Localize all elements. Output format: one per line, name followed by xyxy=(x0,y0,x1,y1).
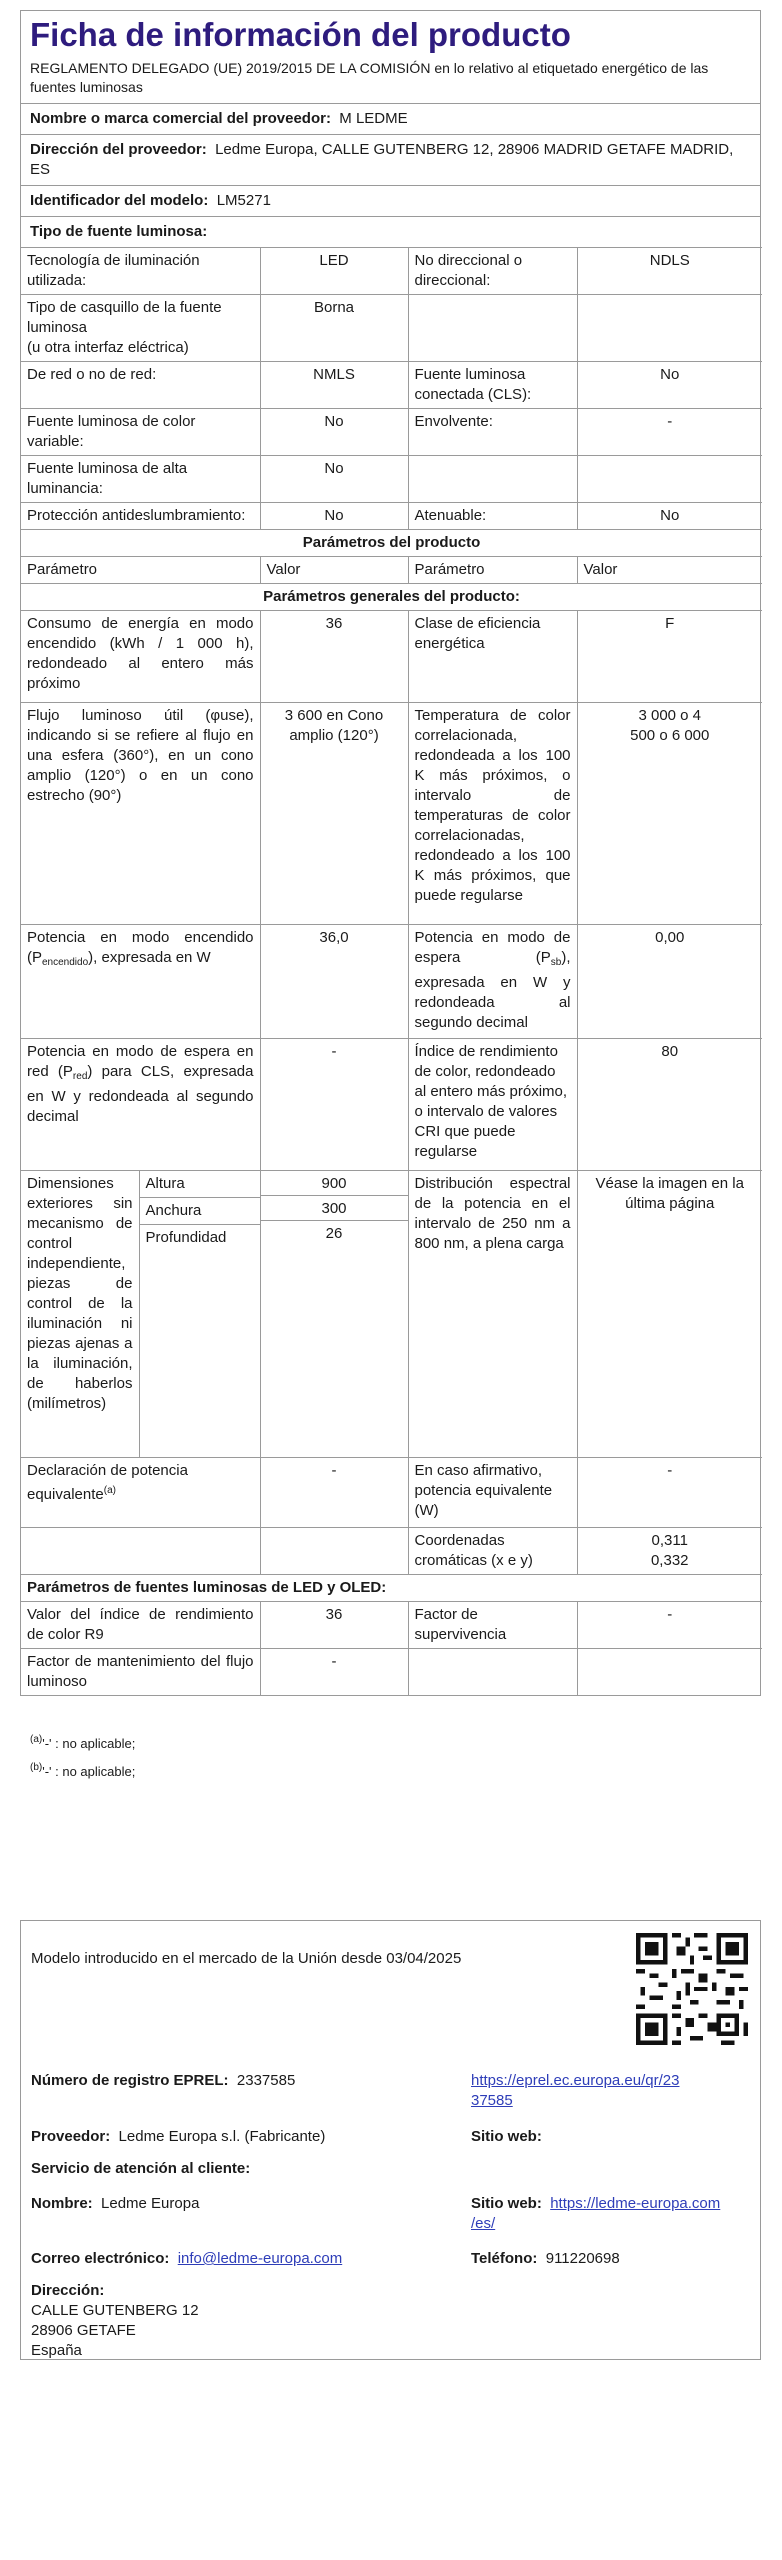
cell: Protección antideslumbramiento: xyxy=(21,503,260,530)
product-params-heading: Parámetros del producto xyxy=(21,530,762,557)
cell: No xyxy=(260,503,408,530)
maintenance-factor-value: - xyxy=(260,1649,408,1696)
table-row xyxy=(21,1575,762,1602)
contact-name-label: Nombre: xyxy=(31,2195,93,2212)
cell: De red o no de red: xyxy=(21,362,260,409)
phone-value: 911220698 xyxy=(545,2250,620,2267)
cell xyxy=(21,295,260,362)
label-part: Declaración de potencia equivalente xyxy=(27,1462,188,1503)
table-row xyxy=(21,1528,762,1575)
address-label: Dirección: xyxy=(31,2282,105,2299)
label-part: ), expresada en W y redondeada al segundo decimal xyxy=(414,949,571,1031)
supplier-info xyxy=(31,2127,325,2147)
table-row xyxy=(21,248,762,295)
label-subscript: red xyxy=(72,1071,88,1082)
equiv-power-value: - xyxy=(260,1458,408,1528)
cri-value: 80 xyxy=(577,1039,762,1171)
page-title: Ficha de información del producto xyxy=(30,16,571,53)
cell xyxy=(577,456,762,503)
chromaticity-value xyxy=(577,1528,762,1575)
energy-consumption-label: Consumo de energía en modo encendido (kWh / 1 000 h), redondeado al entero más próximo xyxy=(21,611,260,703)
table-row xyxy=(21,1039,762,1171)
table-row xyxy=(21,530,762,557)
label-part: ) para CLS, expresada en W y redondeada al segundo decimal xyxy=(27,1063,254,1125)
postal-address xyxy=(31,2281,199,2361)
light-source-type-table xyxy=(21,247,762,1695)
address-line-2: 28906 GETAFE xyxy=(31,2322,136,2339)
cell: Fuente luminosa conectada (CLS): xyxy=(408,362,577,409)
table-row xyxy=(21,1171,762,1458)
cell: No xyxy=(577,503,762,530)
cell: No direccional o direccional: xyxy=(408,248,577,295)
eprel-number-label: Número de registro EPREL: xyxy=(31,2072,229,2089)
cell xyxy=(408,295,577,362)
email xyxy=(31,2249,342,2269)
supplier-name-value: M LEDME xyxy=(339,110,408,127)
chromaticity-x: 0,311 xyxy=(651,1532,688,1549)
eprel-footer xyxy=(20,1920,761,2360)
regulation-subtitle: REGLAMENTO DELEGADO (UE) 2019/2015 DE LA COMISIÓN en lo relativo al etiquetado energético de las fuentes luminosas xyxy=(21,57,760,104)
table-row xyxy=(21,362,762,409)
cell: Envolvente: xyxy=(408,409,577,456)
cell xyxy=(21,1528,260,1575)
r9-value: 36 xyxy=(260,1602,408,1649)
eprel-link[interactable] xyxy=(471,2071,679,2111)
cell: Fuente luminosa de color variable: xyxy=(21,409,260,456)
supplier-name-label: Nombre o marca comercial del proveedor: xyxy=(30,110,331,127)
label-part: Potencia en modo encendido (P xyxy=(27,929,254,966)
cell xyxy=(408,456,577,503)
cell xyxy=(577,295,762,362)
cell: Fuente luminosa de alta luminancia: xyxy=(21,456,260,503)
col-header-param: Parámetro xyxy=(408,557,577,584)
supplier-address-row xyxy=(21,135,760,186)
website-2 xyxy=(471,2194,720,2234)
depth-label: Profundidad xyxy=(145,1229,227,1246)
cct-label: Temperatura de color correlacionada, redondeada a los 100 K más próximos, o intervalo de temperaturas de color correlacionadas, redondeado a los 100 K más próximos, que puede regularse xyxy=(408,703,577,925)
maintenance-factor-label: Factor de mantenimiento del flujo luminoso xyxy=(21,1649,260,1696)
table-row xyxy=(21,1649,762,1696)
supplier-label: Proveedor: xyxy=(31,2128,111,2145)
website-2-link-line-1[interactable]: https://ledme-europa.com xyxy=(550,2195,721,2212)
col-header-value: Valor xyxy=(577,557,762,584)
supplier-value: Ledme Europa s.l. (Fabricante) xyxy=(118,2128,326,2145)
efficiency-class-label: Clase de eficiencia energética xyxy=(408,611,577,703)
chromaticity-label: Coordenadas cromáticas (x e y) xyxy=(408,1528,577,1575)
light-source-type-heading: Tipo de fuente luminosa: xyxy=(30,223,208,240)
label-subscript: sb xyxy=(550,957,562,968)
cell: LED xyxy=(260,248,408,295)
eprel-link-line-1[interactable]: https://eprel.ec.europa.eu/qr/23 xyxy=(471,2072,680,2089)
table-row xyxy=(21,409,762,456)
equiv-yes-value: - xyxy=(577,1458,762,1528)
eprel-link-line-2[interactable]: 37585 xyxy=(471,2092,513,2109)
cell: No xyxy=(260,409,408,456)
footnote-b xyxy=(30,1756,135,1784)
eprel-number-value: 2337585 xyxy=(236,2072,296,2089)
cell xyxy=(577,1649,762,1696)
standby-power-value: 0,00 xyxy=(577,925,762,1039)
survival-factor-value: - xyxy=(577,1602,762,1649)
depth-value: 26 xyxy=(325,1225,343,1242)
cct-value-line-2: 500 o 6 000 xyxy=(630,727,710,744)
customer-service-heading: Servicio de atención al cliente: xyxy=(31,2160,251,2177)
address-line-3: España xyxy=(31,2342,82,2359)
table-row xyxy=(21,703,762,925)
survival-factor-label: Factor de supervivencia xyxy=(408,1602,577,1649)
general-params-heading: Parámetros generales del producto: xyxy=(21,584,762,611)
footnote-marker: (b) xyxy=(30,1762,43,1773)
address-line-1: CALLE GUTENBERG 12 xyxy=(31,2302,199,2319)
table-row xyxy=(21,456,762,503)
col-header-param: Parámetro xyxy=(21,557,260,584)
email-link[interactable]: info@ledme-europa.com xyxy=(177,2250,343,2267)
cell: No xyxy=(577,362,762,409)
cell: - xyxy=(577,409,762,456)
table-row xyxy=(21,295,762,362)
website-2-link-line-2[interactable]: /es/ xyxy=(471,2215,496,2232)
model-id-row xyxy=(21,186,760,217)
label-part: Potencia en modo de espera en red (P xyxy=(27,1043,254,1080)
footnotes xyxy=(30,1728,135,1784)
cell: NMLS xyxy=(260,362,408,409)
equiv-yes-label: En caso afirmativo, potencia equivalente (W) xyxy=(408,1458,577,1528)
table-row xyxy=(21,584,762,611)
cell: Borna xyxy=(260,295,408,362)
equiv-power-label xyxy=(21,1458,260,1528)
height-label: Altura xyxy=(139,1171,260,1198)
dimensions-subtable xyxy=(21,1171,260,1457)
spectral-label: Distribución espectral de la potencia en el intervalo de 250 nm a 800 nm, a plena carga xyxy=(408,1171,577,1458)
luminous-flux-value: 3 600 en Cono amplio (120°) xyxy=(260,703,408,925)
cell: NDLS xyxy=(577,248,762,295)
model-id-value: LM5271 xyxy=(216,192,271,209)
luminous-flux-label: Flujo luminoso útil (φuse), indicando si se refiere al flujo en una esfera (360°), en un cono amplio (120°) o en un cono estrecho (90°) xyxy=(21,703,260,925)
footnote-text: '-' : no aplicable; xyxy=(42,1736,136,1751)
dimensions-values-cell xyxy=(260,1171,408,1458)
market-date-text: Modelo introducido en el mercado de la Unión desde 03/04/2025 xyxy=(31,1950,462,1967)
footnote-marker: (a) xyxy=(30,1734,43,1745)
net-standby-value: - xyxy=(260,1039,408,1171)
cct-value-line-1: 3 000 o 4 xyxy=(638,707,702,724)
cell: Atenuable: xyxy=(408,503,577,530)
model-id-label: Identificador del modelo: xyxy=(30,192,209,209)
efficiency-class-value: F xyxy=(577,611,762,703)
supplier-address-label: Dirección del proveedor: xyxy=(30,141,207,158)
dimensions-cell xyxy=(21,1171,260,1458)
website-2-label: Sitio web: xyxy=(471,2195,542,2212)
cell-line: Tipo de casquillo de la fuente luminosa xyxy=(27,299,222,336)
cell: Tecnología de iluminación utilizada: xyxy=(21,248,260,295)
label-part: Potencia en modo de espera (P xyxy=(414,929,571,966)
r9-label: Valor del índice de rendimiento de color R9 xyxy=(21,1602,260,1649)
net-standby-label xyxy=(21,1039,260,1171)
power-on-value: 36,0 xyxy=(260,925,408,1039)
table-row xyxy=(21,611,762,703)
eprel-number xyxy=(31,2071,295,2091)
cell xyxy=(408,1649,577,1696)
contact-name-value: Ledme Europa xyxy=(101,2195,200,2212)
height-value: 900 xyxy=(261,1171,408,1196)
label-subscript: encendido xyxy=(42,957,89,968)
qr-code-icon xyxy=(636,1933,748,2045)
width-value: 300 xyxy=(261,1196,408,1221)
dimensions-label: Dimensiones exteriores sin mecanismo de control independiente, piezas de control de la iluminación ni piezas ajenas a la iluminación, de haberlos (milímetros) xyxy=(21,1171,139,1457)
energy-consumption-value: 36 xyxy=(260,611,408,703)
cell: No xyxy=(260,456,408,503)
width-label: Anchura xyxy=(139,1198,260,1225)
spectral-value: Véase la imagen en la última página xyxy=(577,1171,762,1458)
standby-power-label xyxy=(408,925,577,1039)
email-label: Correo electrónico: xyxy=(31,2250,170,2267)
col-header-value: Valor xyxy=(260,557,408,584)
footnote-text: '-' : no aplicable; xyxy=(42,1764,136,1779)
product-info-sheet xyxy=(20,10,761,1696)
phone xyxy=(471,2249,620,2269)
table-row xyxy=(21,557,762,584)
cell xyxy=(260,1528,408,1575)
table-row xyxy=(21,503,762,530)
cct-value xyxy=(577,703,762,925)
cell-line: (u otra interfaz eléctrica) xyxy=(27,339,189,356)
supplier-name-row xyxy=(21,104,760,135)
table-row xyxy=(21,1602,762,1649)
supplier-address-value: Ledme Europa, CALLE GUTENBERG 12, 28906 MADRID GETAFE MADRID, ES xyxy=(30,141,734,178)
table-row xyxy=(21,1458,762,1528)
footnote-ref: (a) xyxy=(103,1485,116,1496)
footnote-a xyxy=(30,1728,135,1756)
cri-label: Índice de rendimiento de color, redondeado al entero más próximo, o intervalo de valores CRI que puede regularse xyxy=(408,1039,577,1171)
table-row xyxy=(21,925,762,1039)
contact-name xyxy=(31,2194,199,2214)
website-label: Sitio web: xyxy=(471,2128,542,2145)
chromaticity-y: 0,332 xyxy=(650,1552,689,1569)
power-on-label xyxy=(21,925,260,1039)
spacer xyxy=(139,1251,260,1457)
phone-label: Teléfono: xyxy=(471,2250,538,2267)
led-params-heading: Parámetros de fuentes luminosas de LED y OLED: xyxy=(21,1575,762,1602)
label-part: ), expresada en W xyxy=(88,949,211,966)
